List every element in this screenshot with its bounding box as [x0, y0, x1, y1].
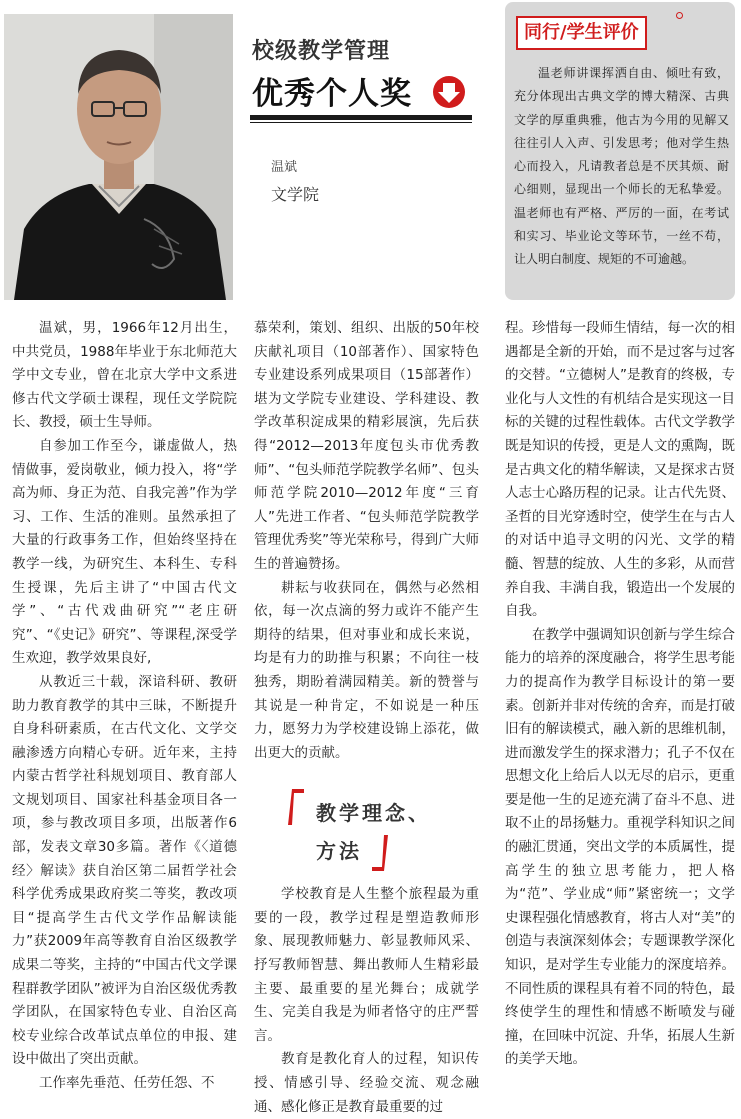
quote-open-icon [284, 787, 310, 827]
paragraph: 工作率先垂范、任劳任怨、不 [39, 1075, 215, 1091]
person-dept: 文学院 [271, 185, 320, 204]
paragraph: 自参加工作至今，谦虚做人，热情做事，爱岗敬业，倾力投入，将“学高为师、身正为范、自我完善”作为学习、工作、生活的准则。虽然承担了大量的行政事务工作，但始终坚持在教学一线，为研究生、本科生、专科生授课，先后主讲了“中国古代文学”、“古代戏曲研究”“老庄研究”、“《史记》研究”、等课程,深受学生欢迎，教学效果良好, [12, 437, 237, 667]
heading-rule [250, 115, 472, 120]
article-column-1 [12, 317, 237, 1096]
paragraph: 教育是教化育人的过程，知识传授、情感引导、经验交流、观念融通、感化修正是教育最重要的过 [254, 1051, 479, 1115]
review-dot-icon [676, 12, 683, 19]
portrait-photo [4, 14, 233, 300]
down-arrow-icon [432, 75, 466, 109]
person-name: 温斌 [271, 160, 298, 175]
article-column-2 [254, 317, 479, 1119]
paragraph: 慕荣利，策划、组织、出版的50年校庆献礼项目（10部著作）、国家特色专业建设系列成果项目（15部著作）堪为文学院专业建设、学科建设、教学改革积淀成果的精彩展演，先后获得“2012—2013年度包头市优秀教师”、“包头师范学院教学名师”、包头师范学院2010—2012年度“三育人”先进工作者、“包头师范学院教学管理优秀奖”等光荣称号，得到广大师生的普遍赞扬。 [254, 320, 479, 572]
paragraph: 学校教育是人生整个旅程最为重要的一段，教学过程是塑造教师形象、展现教师魅力、彰显教师风采、抒写教师智慧、舞出教师人生精彩最主要、最重要的星光舞台；成就学生、完美自我是为师者恪守的庄严誓言。 [254, 886, 479, 1044]
paragraph: 温斌，男，1966年12月出生，中共党员，1988年毕业于东北师范大学中文专业，曾在北京大学中文系进修古代文学硕士课程，现任文学院院长、教授，硕士生导师。 [12, 320, 237, 431]
award-title: 优秀个人奖 [252, 76, 412, 112]
quote-close-icon [366, 833, 392, 873]
review-title: 同行/学生评价 [516, 16, 647, 50]
section-heading-method [284, 787, 474, 877]
article-column-3 [505, 317, 735, 1072]
section-heading-line1: 教学理念、 [316, 801, 431, 825]
award-category: 校级教学管理 [252, 38, 391, 64]
paragraph: 在教学中强调知识创新与学生综合能力的培养的深度融合，将学生思考能力的提高作为教学目标设计的第一要素。创新并非对传统的舍弃，而是打破旧有的解读模式，融入新的思维机制，进而激发学生的探求潜力；孔子不仅在思想文化上给后人以无尽的启示，更重要是他一生的足迹充满了奋斗不息、进取不止的昂扬魅力。重视学科知识之间的融汇贯通，突出文学的本质属性，提高学生的独立思考能力，把人格为“范”、学业成“师”紧密统一；文学史课程强化情感教育，将古人对“美”的创造与表演深刻体会；专题课教学深化知识，是对学生专业能力的深度培养。不同性质的课程具有着不同的特色，最终使学生的理性和情感不断喷发与碰撞，在回味中沉淀、升华，拓展人生新的美学天地。 [505, 626, 735, 1068]
paragraph: 从教近三十载，深谙科研、教研助力教育教学的其中三昧，不断提升自身科研素质，在古代文化、文学交融渗透方向精心专研。近年来，主持内蒙古哲学社科规划项目、教育部人文规划项目、国家社科基金项目各一项，参与教改项目多项，出版著作6部，发表文章30多篇。著作《〈道德经〉解读》获自治区第二届哲学社会科学优秀成果政府奖二等奖，教改项目“提高学生古代文学作品解读能力”获2009年高等教育自治区级教学成果二等奖，主持的“中国古代文学课程群教学团队”被评为自治区级优秀教学团队，在国家特色专业、自治区高校专业综合改革试点单位的申报、建设中做出了突出贡献。 [12, 673, 237, 1068]
review-text: 温老师讲课挥洒自由、倾吐有致，充分体现出古典文学的博大精深、古典文学的厚重典雅，他古为今用的见解又往往引人入声、引发思考；他对学生热心而投入，凡请教者总是不厌其烦、耐心细则，显现出一个师长的无私挚爱。温老师也有严格、严厉的一面，在考试和实习、毕业论文等环节，一丝不苟，让人明白制度、规矩的不可逾越。 [514, 66, 729, 267]
section-heading-line2: 方法 [316, 839, 362, 863]
heading-rule-thin [250, 122, 472, 123]
paragraph: 耕耘与收获同在，偶然与必然相依，每一次点滴的努力或许不能产生期待的结果，但对事业和成长来说，均是有力的助推与积累；不向往一枝独秀，期盼着满园精美。新的赞誉与其说是一种肯定，不如说是一种压力，愿努力为学校建设锦上添花，做出更大的贡献。 [254, 579, 479, 761]
paragraph: 程。珍惜每一段师生情结，每一次的相遇都是全新的开始，而不是过客与过客的交替。“立德树人”是教育的终极，专业化与人文性的有机结合是实现这一目标的关键的过程性载体。古代文学教学既是知识的传授，更是人文的熏陶，既是古典文化的精华解读，又是探求古贤人志士心路历程的记录。让古代先贤、圣哲的目光穿透时空，使学生在与古人的对话中追寻文明的闪光、文学的精髓、智慧的绽放、人生的多彩，从而营养自我、丰满自我，锻造出一个发展的自我。 [505, 320, 735, 620]
